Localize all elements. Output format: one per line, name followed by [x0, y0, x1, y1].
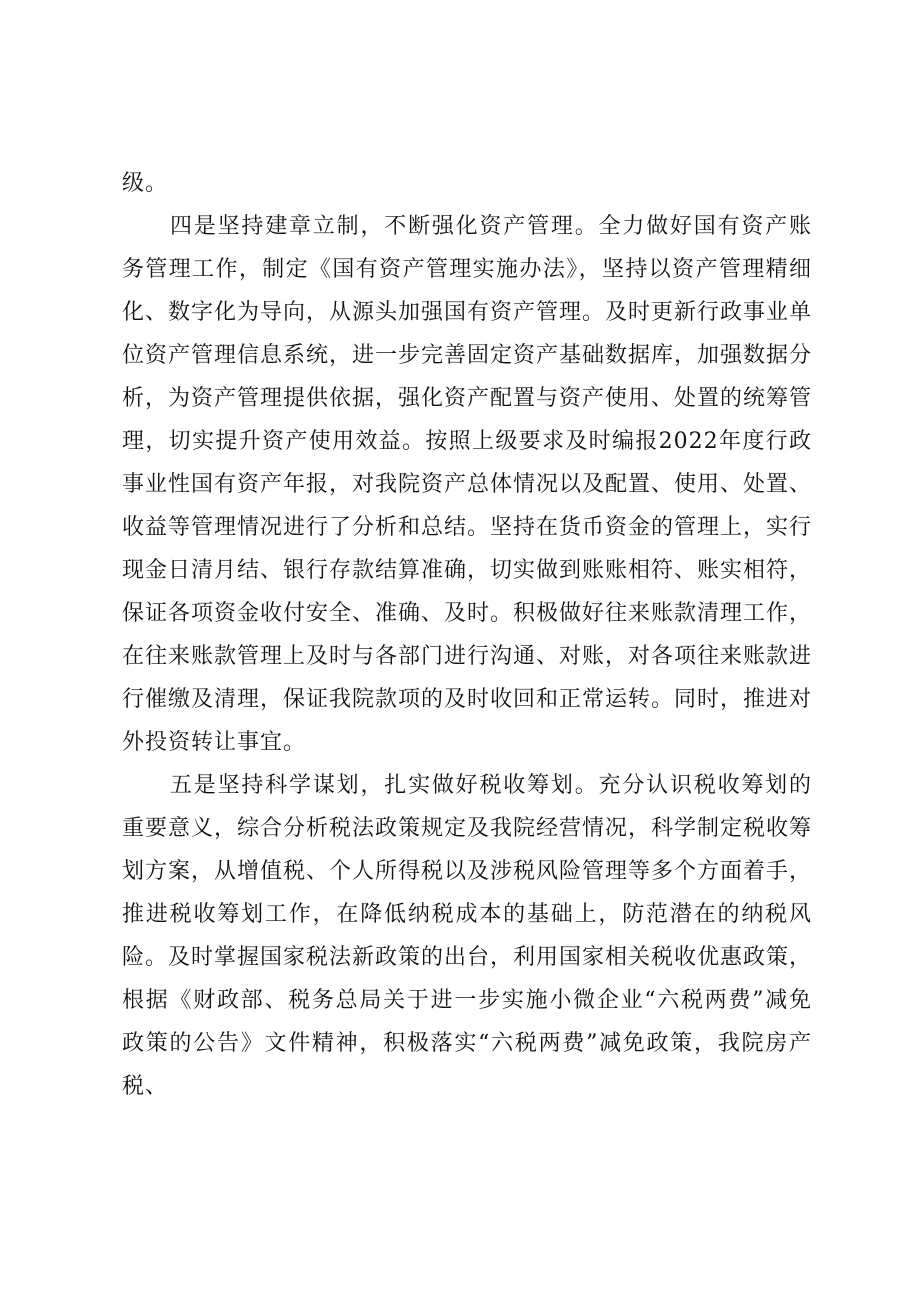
paragraph-tax-planning: 五是坚持科学谋划，扎实做好税收筹划。充分认识税收筹划的重要意义，综合分析税法政策规定及我院经营情况，科学制定税收筹划方案，从增值税、个人所得税以及涉税风险管理等多个方面着手，推进税收筹划工作，在降低纳税成本的基础上，防范潜在的纳税风险。及时掌握国家税法新政策的出台，利用国家相关税收优惠政策，根据《财政部、税务总局关于进一步实施小微企业“六税两费”减免政策的公告》文件精神，积极落实“六税两费”减免政策，我院房产税、: [122, 773, 813, 1099]
paragraph-asset-management: 四是坚持建章立制，不断强化资产管理。全力做好国有资产账务管理工作，制定《国有资产管理实施办法》，坚持以资产管理精细化、数字化为导向，从源头加强国有资产管理。及时更新行政事业单位资产管理信息系统，进一步完善固定资产基础数据库，加强数据分析，为资产管理提供依据，强化资产配置与资产使用、处置的统筹管理，切实提升资产使用效益。按照上级要求及时编报2022年度行政事业性国有资产年报，对我院资产总体情况以及配置、使用、处置、收益等管理情况进行了分析和总结。坚持在货币资金的管理上，实行现金日清月结、银行存款结算准确，切实做到账账相符、账实相符，保证各项资金收付安全、准确、及时。积极做好往来账款清理工作，在往来账款管理上及时与各部门进行沟通、对账，对各项往来账款进行催缴及清理，保证我院款项的及时收回和正常运转。同时，推进对外投资转让事宜。: [122, 214, 813, 755]
paragraph-continuation: 级。: [122, 171, 169, 196]
document-body: [122, 162, 812, 1108]
